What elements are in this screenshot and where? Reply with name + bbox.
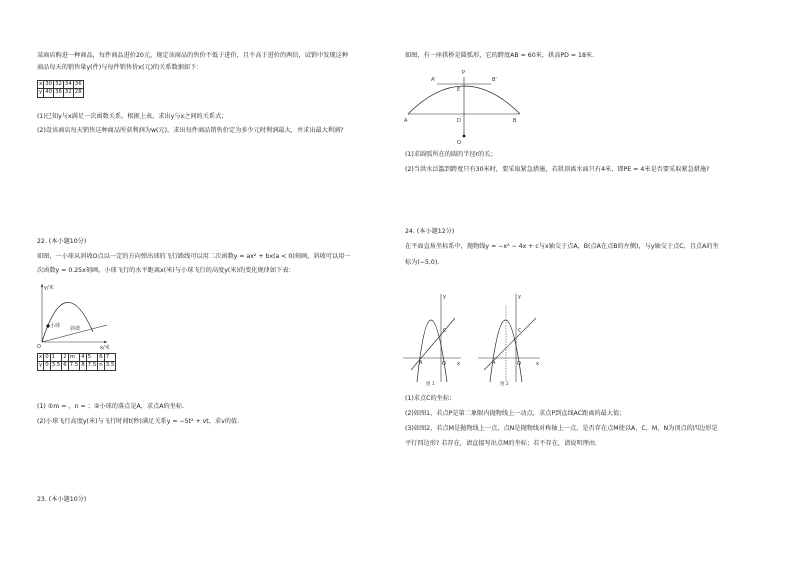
A-label: A [419, 360, 423, 366]
ball-label: 小球 [50, 323, 61, 329]
label-D: D [457, 118, 461, 124]
table-cell: y [39, 362, 43, 369]
q22-part2: (2)小球飞行高度y(米)与飞行时间t(秒)满足关系y = −5t² + vt，求v的值. [37, 418, 240, 425]
table-cell: x [39, 354, 43, 360]
q21-intro-line2: 商品每天的销售量y(件)与每件销售价x(元)的关系数据如下： [37, 64, 203, 71]
table-cell: 30 [45, 81, 53, 87]
O-label: O [442, 361, 446, 367]
q24-figure-1 [403, 290, 463, 385]
q24-part1: (1)求点C的坐标； [405, 395, 456, 402]
q24-heading: 24. (本小题12分) [405, 228, 455, 235]
q23-heading: 23. (本小题10分) [37, 496, 87, 503]
label-P: P [462, 70, 466, 76]
table-cell: 4 [81, 354, 85, 360]
table-cell: y [39, 89, 43, 96]
slope-label: 斜坡 [70, 326, 81, 332]
q21-part1: (1)已知y与x满足一次函数关系，根据上表，求出y与x之间的关系式； [37, 113, 228, 120]
y-label: y [443, 294, 446, 300]
table-cell: 0 [45, 354, 49, 360]
C-label: C [443, 328, 447, 334]
y-axis-arrow [41, 284, 43, 287]
x-label: x [536, 361, 539, 367]
label-O: O [457, 140, 461, 146]
x-axis-label: x/米 [100, 345, 110, 351]
label-B-prime: B' [492, 77, 497, 83]
table-cell: 7.5 [69, 362, 79, 369]
table-row [38, 354, 116, 362]
figure-2-caption: 图 2 [500, 382, 509, 387]
label-A-prime: A' [431, 77, 436, 83]
table-cell: x [39, 81, 43, 87]
table-row [38, 362, 116, 370]
table-cell: 6 [63, 362, 67, 369]
q23-part1: (1)求圆弧所在的圆的半径r的长； [405, 151, 497, 158]
q24-line2: 标为(−5,0). [405, 259, 440, 266]
q22-data-table [37, 353, 116, 371]
q24-part3: (3)如图2，若点M是抛物线上一点，点N是抛物线对称轴上一点，是否存在点M使以A，C，M，N为顶点的四边形是 [405, 425, 718, 432]
table-cell: 7 [104, 354, 116, 362]
table-cell: 8 [81, 362, 85, 369]
table-cell: 3.5 [51, 362, 61, 369]
center-point-O [463, 135, 466, 138]
table-cell: m [68, 354, 80, 362]
q24-figure-2 [478, 290, 543, 385]
q22-figure [37, 280, 112, 350]
q24-line1: 在平面直角坐标系中，抛物线y = −x² − 4x + c与x轴交于点A，B(点A在点B的左侧)，与y轴交于点C，且点A的坐 [405, 243, 719, 250]
table-cell: 40 [45, 89, 53, 96]
table-cell: 32 [55, 81, 62, 87]
q22-line2: 次函数y = 0.25x刻画，小球飞行的水平距离x(米)与小球飞行的高度y(米)的变化规律如下表： [37, 267, 295, 274]
table-cell: 2 [63, 354, 67, 360]
x-label: x [457, 361, 460, 367]
O-label: O [517, 361, 521, 367]
q24-part2: (2)如图1，若点P是第二象限内抛物线上一动点，求点P到直线AC距离的最大值； [405, 410, 626, 417]
figure-1-caption: 图 1 [426, 382, 435, 387]
table-cell: 28 [74, 89, 82, 96]
table-row [38, 81, 84, 89]
table-cell: 7.5 [87, 362, 97, 369]
table-cell: 3.5 [105, 362, 115, 369]
q24-part3-continued: 平行四边形? 若存在，请直接写出点M的坐标；若不存在，请说明理由. [405, 440, 597, 447]
label-B: B [513, 118, 517, 124]
q21-data-table [37, 80, 84, 98]
q22-part1: (1) ①m = ，n = ；②小球的落点是A，求点A的坐标. [37, 403, 185, 410]
y-label: y [518, 294, 521, 300]
table-cell: 1 [50, 354, 62, 362]
table-cell: 36 [55, 89, 62, 96]
line-AC [411, 318, 455, 370]
q21-part2: (2)设该商店每天销售这种商品所获利润为w(元)，求出每件商品销售价定为多少元时利润最大，并求出最大利润? [37, 127, 344, 134]
C-label: C [518, 328, 522, 334]
table-cell: 34 [64, 81, 72, 87]
table-cell: 5 [86, 354, 98, 362]
label-A: A [404, 118, 408, 124]
A-label: A [492, 360, 496, 366]
q21-intro-line1: 某商店购进一种商品，每件商品进价20元，规定该商品的售价不低于进价，且不高于进价的两倍，试销中发现这种 [37, 52, 349, 59]
table-cell: n [99, 362, 103, 369]
table-row [38, 89, 84, 97]
label-E: E [457, 87, 461, 93]
q23-part2: (2)当洪水泛滥到跨度只有30米时，要采取紧急措施，若拱顶离水面只有4米，即PE = 4米是否要采取紧急措施? [405, 166, 710, 173]
table-cell: 36 [74, 81, 82, 87]
origin-label: O [37, 344, 41, 350]
q23-bridge-figure [403, 70, 528, 150]
y-axis-label: y/米 [44, 285, 54, 291]
q23-intro: 如图，有一座拱桥是圆弧形，它的跨度AB = 60米，拱高PD = 18米. [405, 52, 595, 59]
q22-heading: 22. (本小题10分) [37, 238, 87, 245]
q22-line1: 如图，一小球从斜坡O点以一定的方向弹出球的飞行路线可以用二次函数y = ax² + bx(a < 0)刻画，斜坡可以用一 [37, 253, 351, 260]
table-cell: 6 [99, 354, 103, 360]
table-cell: 32 [64, 89, 72, 96]
table-cell: 0 [45, 362, 49, 369]
x-axis-arrow [104, 341, 107, 343]
